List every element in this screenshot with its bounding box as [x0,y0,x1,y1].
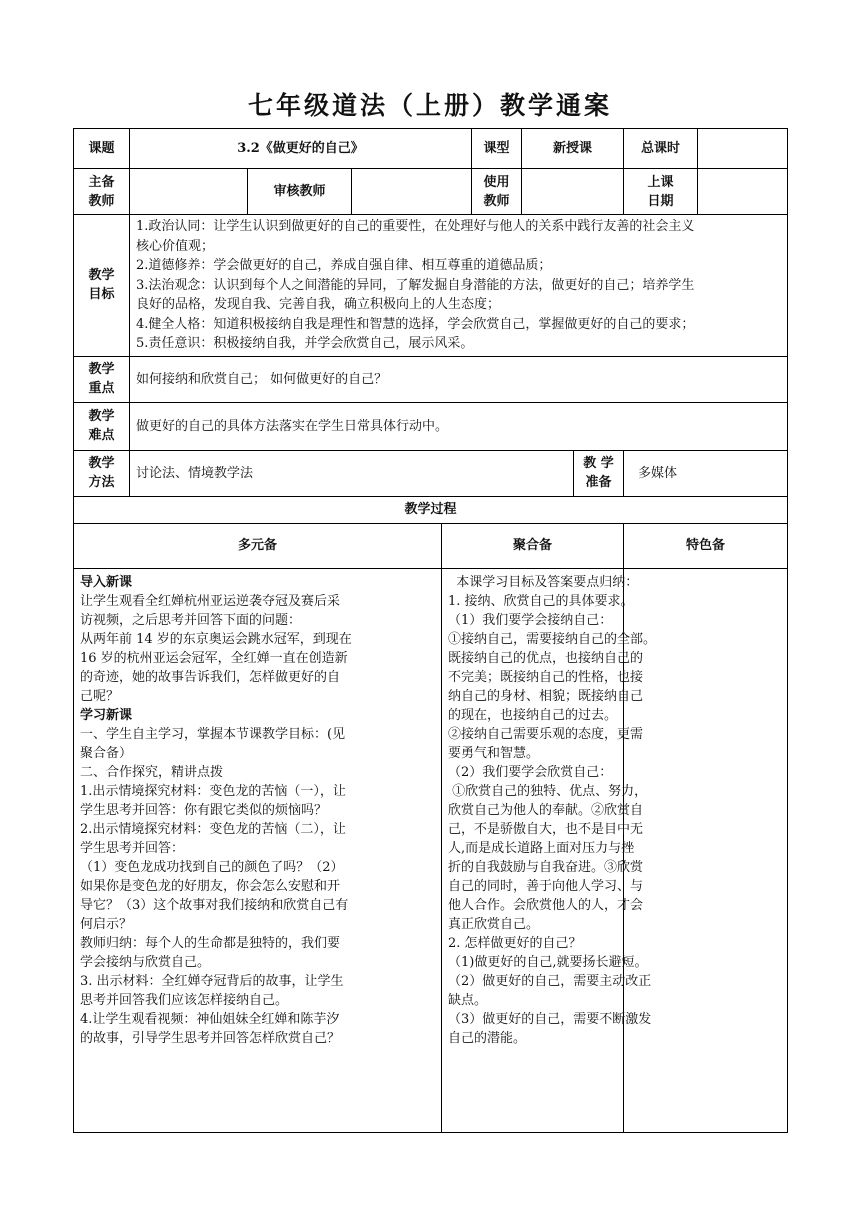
method-value: 讨论法、情境教学法 [130,450,574,496]
topic-label: 课题 [74,129,130,169]
topic-value: 3.2《做更好的自己》 [130,129,472,169]
type-label: 课型 [472,129,522,169]
col-feature-header: 特色备 [624,523,788,568]
lesson-plan-table [73,128,788,1133]
col-feature-content [624,568,788,1132]
key-points-value: 如何接纳和欣赏自己； 如何做更好的自己？ [130,356,788,402]
lead-teacher-label: 主备 教师 [74,169,130,215]
goals-text: 1.政治认同：让学生认识到做更好的自己的重要性，在处理好与他人的关系中践行友善的社会主义 核心价值观； 2.道德修养：学会做更好的自己，养成自强自律、相互尊重的道德品质； 3.法治观念：认识到每个人之间潜能的异同，了解发掘自身潜能的方法，做更好的自己；培养学生 良好的品格，发现自我、完善自我，确立积极向上的人生态度； 4.健全人格：知道积极接纳自我是理性和智慧的选择，学会欣赏自己，掌握做更好的自己的要求； 5.责任意识：积极接纳自我，并学会欣赏自己，展示风采。 [130,215,788,357]
method-label: 教学 方法 [74,450,130,496]
goals-row [74,215,788,357]
staff-row [74,169,788,215]
use-teacher-value [522,169,624,215]
col-aggregate-content: 本课学习目标及答案要点归纳： 1. 接纳、欣赏自己的具体要求。 （1）我们要学会接纳自己： ①接纳自己，需要接纳自己的全部。 既接纳自己的优点，也接纳自己的 不完美；既接纳自己的性格，也接 纳自己的身材、相貌；既接纳自己 的现在，也接纳自己的过去。 ②接纳自己需要乐观的态度，更需 要勇气和智慧。 （2）我们要学会欣赏自己： ①欣赏自己的独特、优点、努力， 欣赏自己为他人的奉献。②欣赏自 己，不是骄傲自大，也不是目中无 人,而是成长道路上面对压力与挫 折的自我鼓励与自我奋进。③欣赏 自己的同时，善于向他人学习、与 他人合作。会欣赏他人的人，才会 真正欣赏自己。 2. 怎样做更好的自己？ （1)做更好的自己,就要扬长避短。 （2）做更好的自己，需要主动改正 缺点。 （3）做更好的自己，需要不断激发 自己的潜能。 [442,568,624,1132]
key-points-label: 教学 重点 [74,356,130,402]
process-content-row [74,568,788,1132]
process-header-row [74,496,788,523]
col-diverse-header: 多元备 [74,523,442,568]
hours-label: 总课时 [624,129,698,169]
review-teacher-label: 审核教师 [248,169,352,215]
prep-value: 多媒体 [624,450,788,496]
key-points-row [74,356,788,402]
hours-value [698,129,788,169]
class-date-value [698,169,788,215]
prep-label: 教 学 准备 [574,450,624,496]
process-header: 教学过程 [74,496,788,523]
use-teacher-label: 使用 教师 [472,169,522,215]
goals-label: 教学 目标 [74,215,130,357]
difficulty-value: 做更好的自己的具体方法落实在学生日常具体行动中。 [130,402,788,450]
lead-teacher-value [130,169,248,215]
difficulty-row [74,402,788,450]
col-diverse-content: 导入新课 让学生观看全红婵杭州亚运逆袭夺冠及赛后采 访视频，之后思考并回答下面的问题： 从两年前 14 岁的东京奥运会跳水冠军，到现在 16 岁的杭州亚运会冠军，全红婵一直在创造新 的奇迹，她的故事告诉我们，怎样做更好的自 己呢？ 学习新课 一、学生自主学习，掌握本节课教学目标：(见 聚合备） 二、合作探究，精讲点拨 1.出示情境探究材料：变色龙的苦恼（一），让 学生思考并回答：你有跟它类似的烦恼吗？ 2.出示情境探究材料：变色龙的苦恼（二），让 学生思考并回答： （1）变色龙成功找到自己的颜色了吗？（2） 如果你是变色龙的好朋友，你会怎么安慰和开 导它？（3）这个故事对我们接纳和欣赏自己有 何启示？ 教师归纳：每个人的生命都是独特的，我们要 学会接纳与欣赏自己。 3. 出示材料：全红婵夺冠背后的故事，让学生 思考并回答我们应该怎样接纳自己。 4.让学生观看视频：神仙姐妹全红婵和陈芋汐 的故事，引导学生思考并回答怎样欣赏自己？ [74,568,442,1132]
class-date-label: 上课 日期 [624,169,698,215]
col-aggregate-header: 聚合备 [442,523,624,568]
page-title: 七年级道法（上册）教学通案 [247,91,612,120]
difficulty-label: 教学 难点 [74,402,130,450]
topic-row [74,129,788,169]
process-columns-row [74,523,788,568]
method-row [74,450,788,496]
review-teacher-value [352,169,472,215]
type-value: 新授课 [522,129,624,169]
